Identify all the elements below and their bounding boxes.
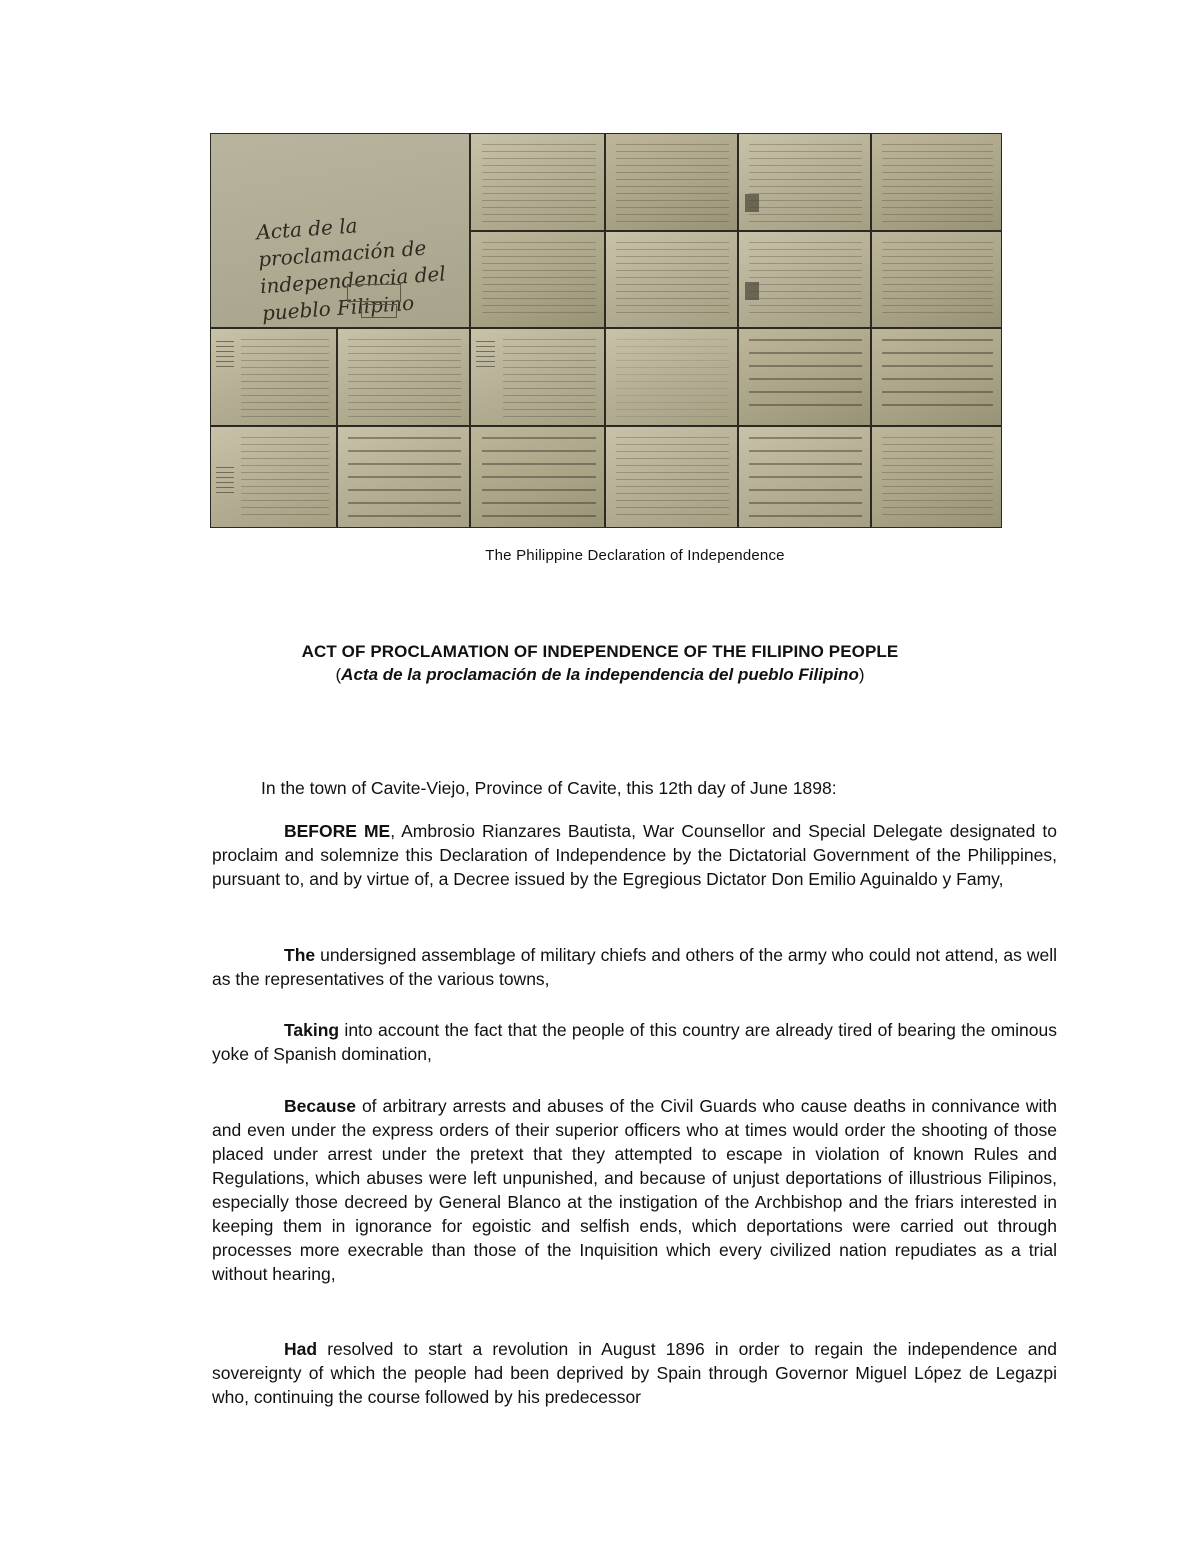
document-subtitle — [0, 664, 1200, 685]
cover-inscription: Acta de la proclamación de independencia del pueblo Filipino — [255, 213, 447, 326]
subtitle-open-paren: ( — [335, 665, 342, 684]
manuscript-page — [872, 329, 1001, 425]
document-title: ACT OF PROCLAMATION OF INDEPENDENCE OF THE FILIPINO PEOPLE — [301, 642, 899, 661]
manuscript-page — [739, 134, 870, 230]
manuscript-page — [739, 232, 870, 327]
paragraph-text: into account the fact that the people of this country are already tired of bearing the ominous yoke of Spanish domination, — [212, 1020, 1057, 1064]
paragraph-taking — [212, 1018, 1057, 1066]
paragraph-text: resolved to start a revolution in August 1896 in order to regain the independence and sovereignty of which the people had been deprived by Spain through Governor Miguel López de Legazpi who, continuing the course followed by his predecessor — [212, 1339, 1057, 1407]
manuscript-page — [872, 427, 1001, 527]
subtitle-spanish-title: Acta de la proclamación de la independencia del pueblo Filipino — [341, 665, 859, 684]
manuscript-page — [338, 329, 469, 425]
manuscript-page — [606, 427, 737, 527]
manuscript-page — [471, 134, 604, 230]
manuscript-page — [338, 427, 469, 527]
manuscript-page — [739, 329, 870, 425]
paragraph-text: , Ambrosio Rianzares Bautista, War Counsellor and Special Delegate designated to proclaim and solemnize this Declaration of Independence by the Dictatorial Government of the Philippines, pursuant to, and by virtue of, a Decree issued by the Egregious Dictator Don Emilio Aguinaldo y Famy, — [212, 821, 1057, 889]
manuscript-page — [606, 134, 737, 230]
manuscript-page — [872, 232, 1001, 327]
paragraph-lead: BEFORE ME — [284, 821, 391, 841]
paragraph-lead: Had — [284, 1339, 318, 1359]
paragraph-text: undersigned assemblage of military chiefs and others of the army who could not attend, as well as the representatives of the various towns, — [212, 945, 1057, 989]
manuscript-page — [872, 134, 1001, 230]
manuscript-page — [471, 427, 604, 527]
opening-line: In the town of Cavite-Viejo, Province of Cavite, this 12th day of June 1898: — [261, 778, 837, 798]
paragraph-had — [212, 1337, 1057, 1409]
paragraph-because — [212, 1094, 1057, 1286]
paragraph-lead: The — [284, 945, 316, 965]
subtitle-close-paren: ) — [858, 665, 865, 684]
paragraph-before-me — [212, 819, 1057, 891]
image-caption: The Philippine Declaration of Independence — [485, 547, 785, 564]
manuscript-cover-page — [211, 134, 469, 327]
manuscript-page — [606, 329, 737, 425]
manuscript-page — [739, 427, 870, 527]
paragraph-the — [212, 943, 1057, 991]
manuscript-page — [471, 232, 604, 327]
manuscript-page — [471, 329, 604, 425]
paragraph-lead: Because — [284, 1096, 356, 1116]
manuscript-page — [211, 329, 336, 425]
paragraph-lead: Taking — [284, 1020, 340, 1040]
declaration-manuscript-image — [210, 133, 1002, 528]
paragraph-text: of arbitrary arrests and abuses of the Civil Guards who cause deaths in connivance with and even under the express orders of their superior officers who at times would order the shooting of those placed under arrest under the pretext that they attempted to escape in violation of known Rules and Regulations, which abuses were left unpunished, and because of unjust deportations of illustrious Filipinos, especially those decreed by General Blanco at the instigation of the Archbishop and the friars interested in keeping them in ignorance for egoistic and selfish ends, which deportations were carried out through processes more execrable than those of the Inquisition which every civilized nation repudiates as a trial without hearing, — [212, 1096, 1057, 1284]
manuscript-page — [211, 427, 336, 527]
manuscript-page — [606, 232, 737, 327]
